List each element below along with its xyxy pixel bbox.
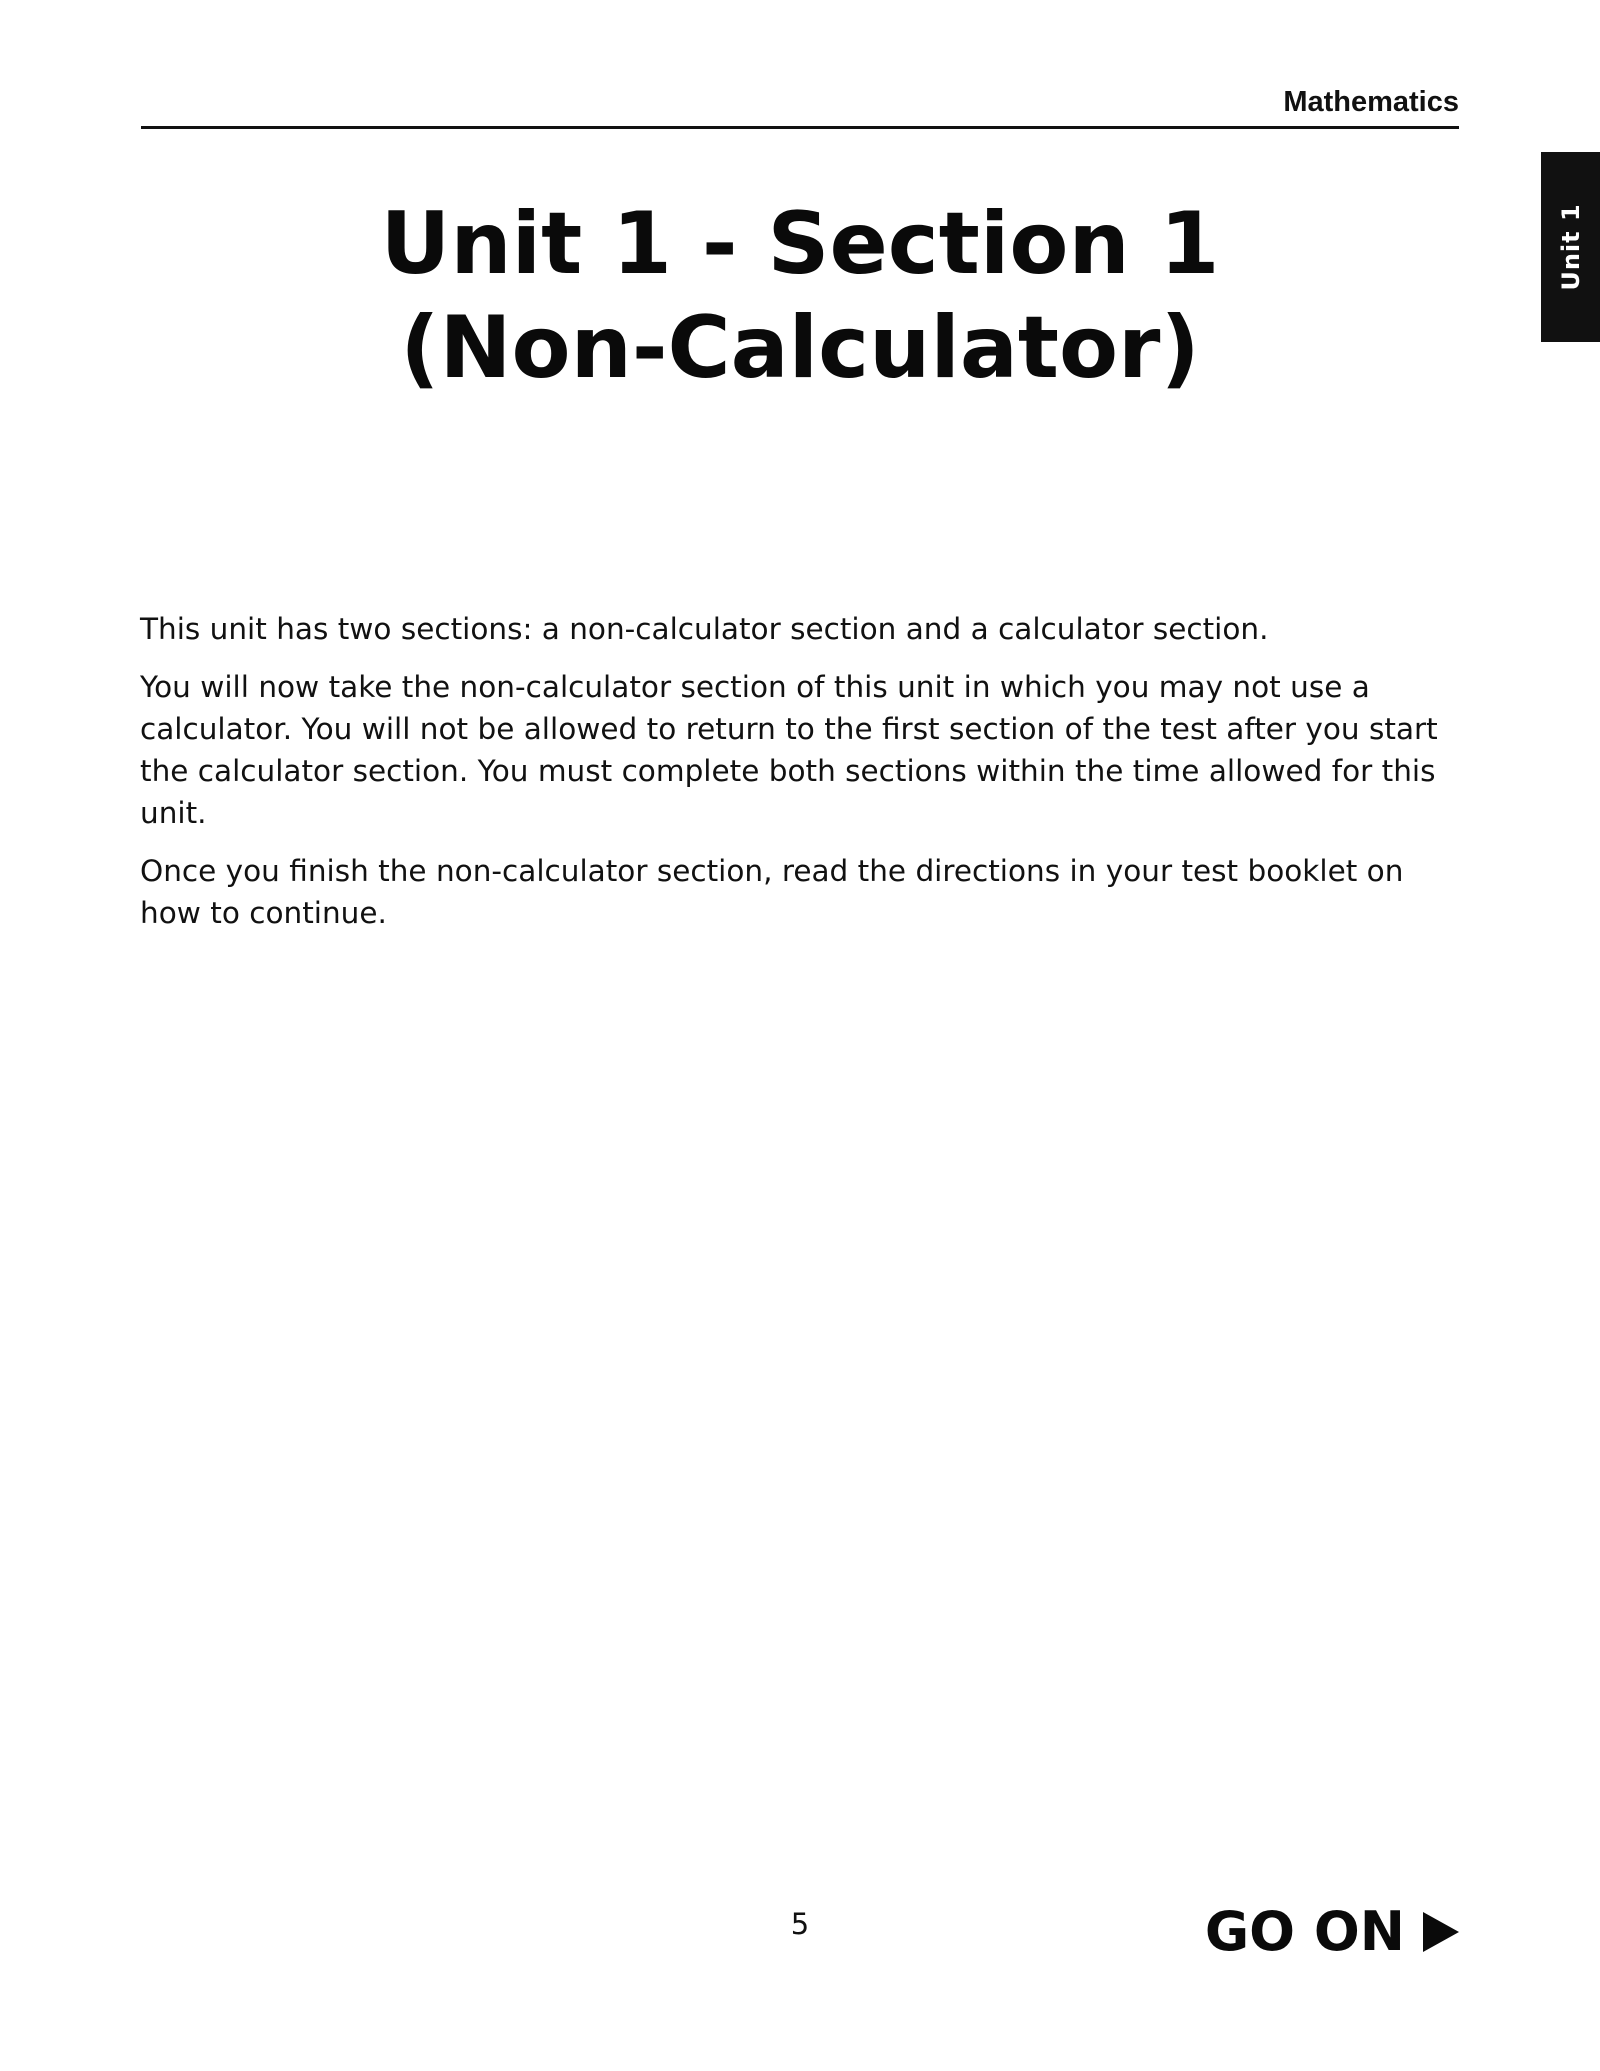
instructions — [140, 608, 1460, 950]
page-title-line-2: (Non-Calculator) — [400, 298, 1200, 398]
right-triangle-arrow-icon — [1423, 1912, 1459, 1952]
go-on-label: GO ON — [1204, 1900, 1405, 1963]
page-title — [141, 192, 1459, 400]
instruction-paragraph: This unit has two sections: a non-calculator section and a calculator section. — [140, 612, 1269, 646]
go-on-indicator — [1205, 1900, 1459, 1964]
header-divider — [141, 126, 1459, 129]
page-number: 5 — [790, 1907, 810, 1941]
instruction-paragraph: Once you finish the non-calculator section, read the directions in your test booklet on how to continue. — [140, 854, 1404, 930]
page-title-line-1: Unit 1 - Section 1 — [380, 194, 1220, 294]
instruction-paragraph: You will now take the non-calculator section of this unit in which you may not use a calculator. You will not be allowed to return to the first section of the test after you start the calculator section. You must complete both sections within the time allowed for this unit. — [140, 670, 1438, 830]
unit-side-tab-label: Unit 1 — [1556, 203, 1585, 291]
header-subject: Mathematics — [1283, 86, 1459, 118]
unit-side-tab — [1541, 152, 1600, 342]
